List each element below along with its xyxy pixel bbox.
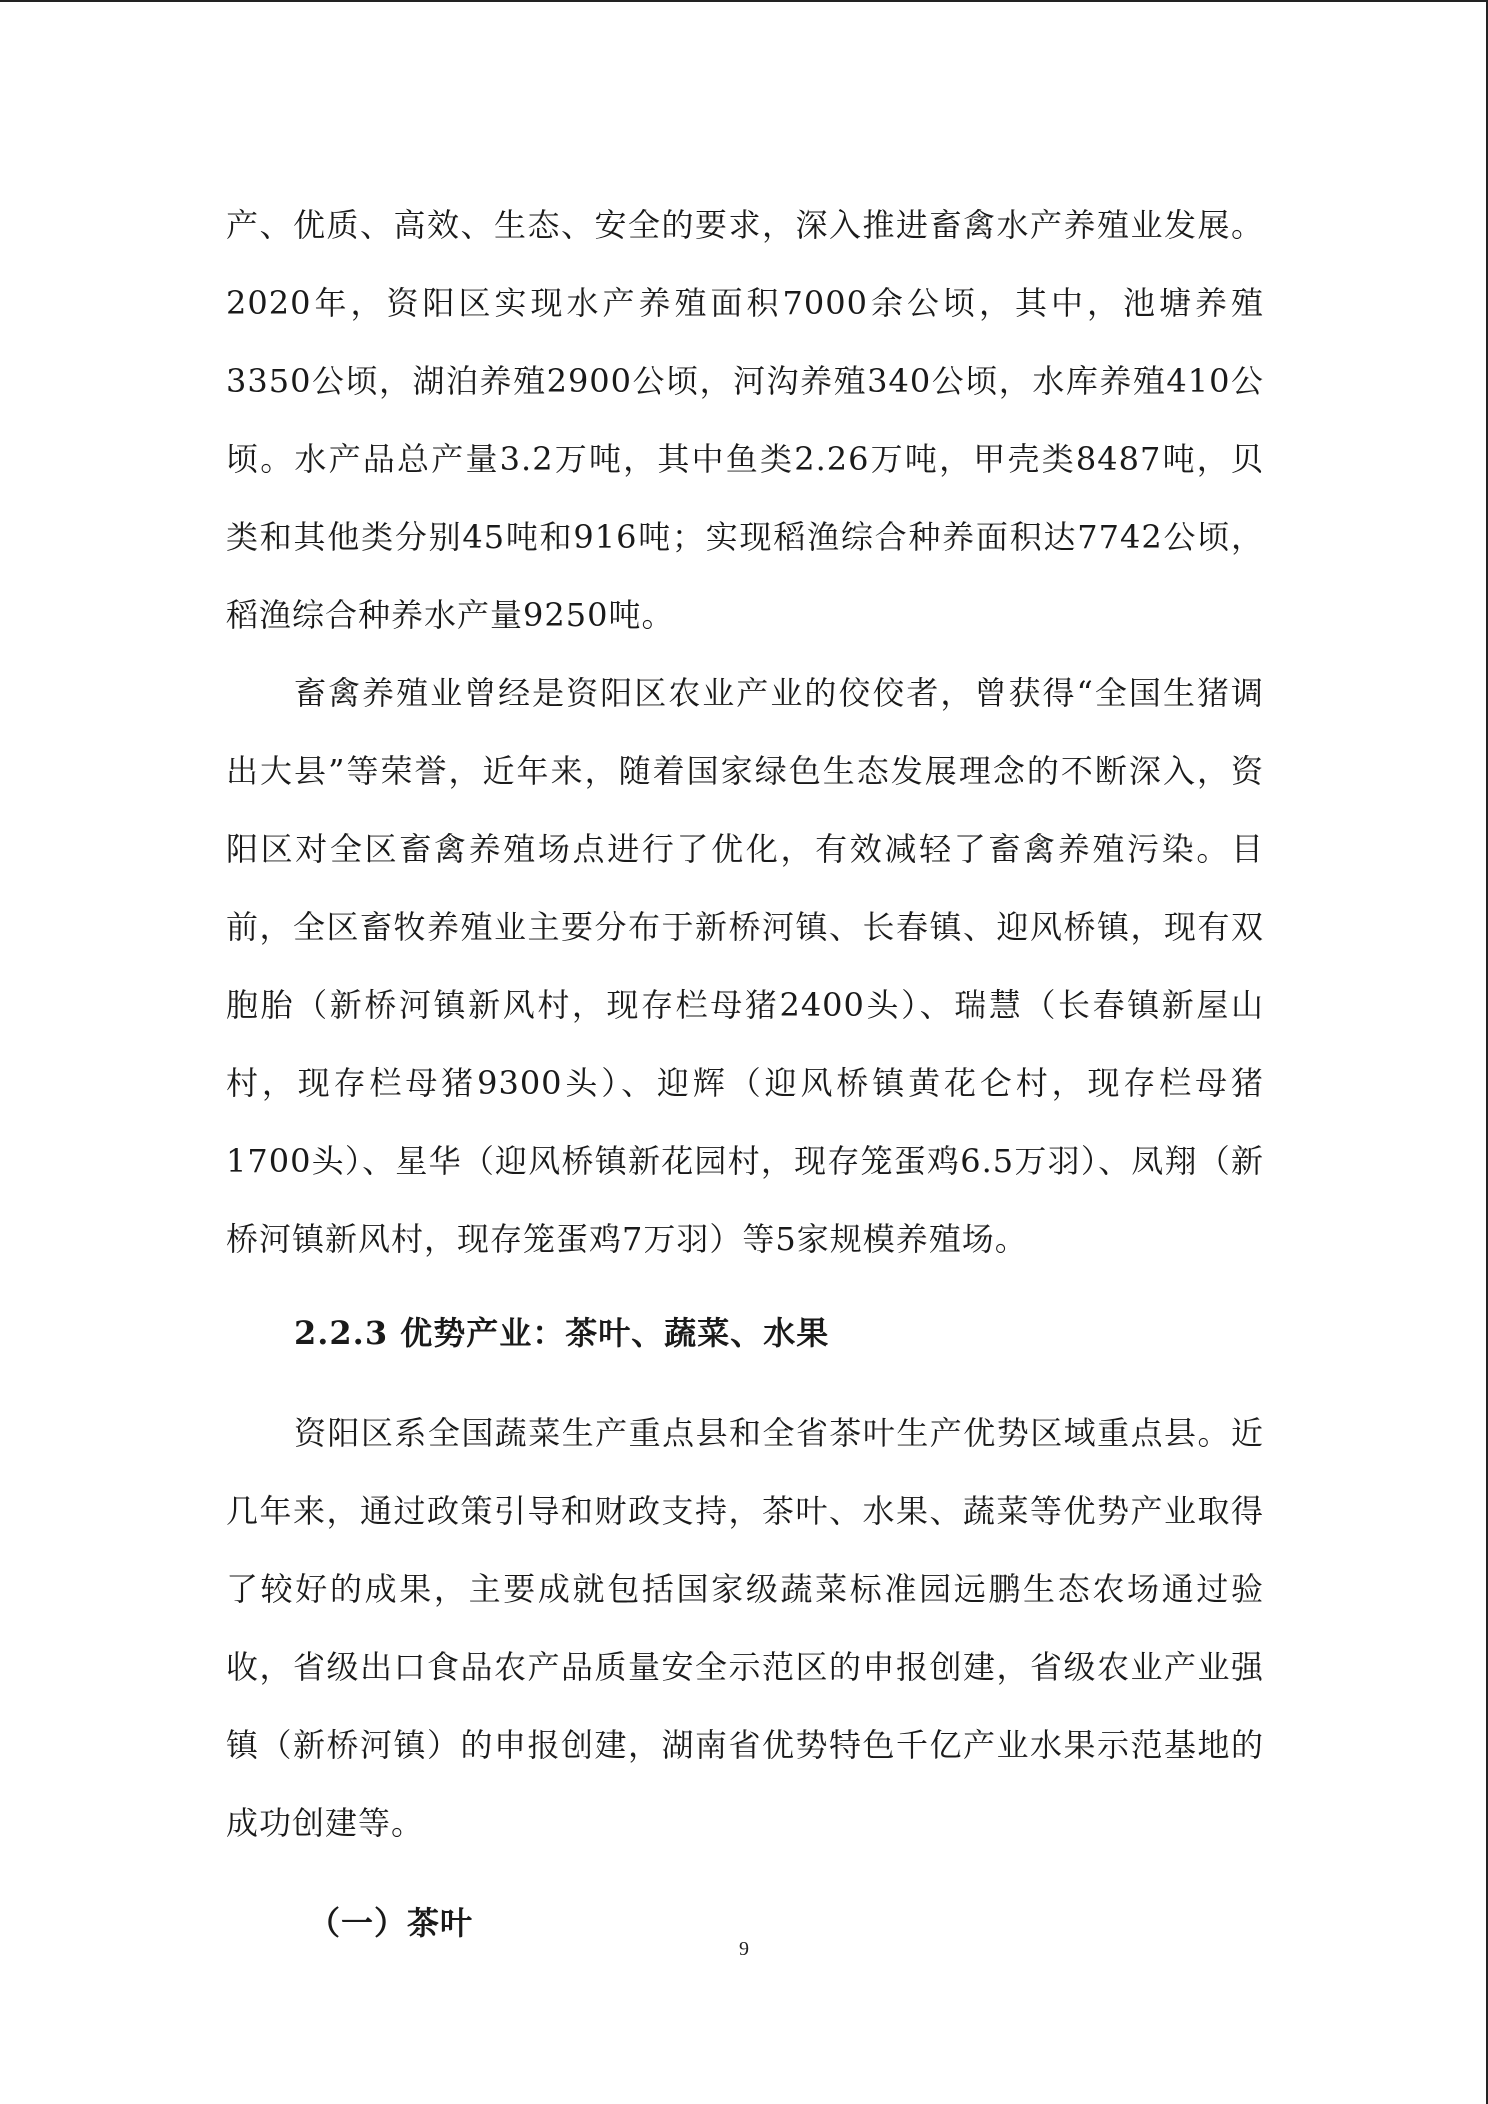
paragraph-advantage-industries: 资阳区系全国蔬菜生产重点县和全省茶叶生产优势区域重点县。近几年来，通过政策引导和财政支持，茶叶、水果、蔬菜等优势产业取得了较好的成果，主要成就包括国家级蔬菜标准园远鹏生态农场通过验收，省级出口食品农产品质量安全示范区的申报创建，省级农业产业强镇（新桥河镇）的申报创建，湖南省优势特色千亿产业水果示范基地的成功创建等。 [226, 1414, 1264, 1842]
document-body [226, 186, 1264, 1962]
paragraph-aquaculture: 产、优质、高效、生态、安全的要求，深入推进畜禽水产养殖业发展。2020年，资阳区实现水产养殖面积7000余公顷，其中，池塘养殖3350公顷，湖泊养殖2900公顷，河沟养殖340公顷，水库养殖410公顷。水产品总产量3.2万吨，其中鱼类2.26万吨，甲壳类8487吨，贝类和其他类分别45吨和916吨；实现稻渔综合种养面积达7742公顷，稻渔综合种养水产量9250吨。 [226, 206, 1264, 634]
sub-heading-tea: （一）茶叶 [308, 1904, 474, 1942]
section-heading: 2.2.3 优势产业：茶叶、蔬菜、水果 [294, 1314, 830, 1352]
page-top-border [0, 0, 1486, 2]
paragraph-livestock: 畜禽养殖业曾经是资阳区农业产业的佼佼者，曾获得“全国生猪调出大县”等荣誉，近年来，随着国家绿色生态发展理念的不断深入，资阳区对全区畜禽养殖场点进行了优化，有效减轻了畜禽养殖污染。目前，全区畜牧养殖业主要分布于新桥河镇、长春镇、迎风桥镇，现有双胞胎（新桥河镇新风村，现存栏母猪2400头）、瑞慧（长春镇新屋山村，现存栏母猪9300头）、迎辉（迎风桥镇黄花仑村，现存栏母猪1700头）、星华（迎风桥镇新花园村，现存笼蛋鸡6.5万羽）、凤翔（新桥河镇新风村，现存笼蛋鸡7万羽）等5家规模养殖场。 [226, 674, 1264, 1258]
page-number: 9 [739, 1938, 749, 1960]
